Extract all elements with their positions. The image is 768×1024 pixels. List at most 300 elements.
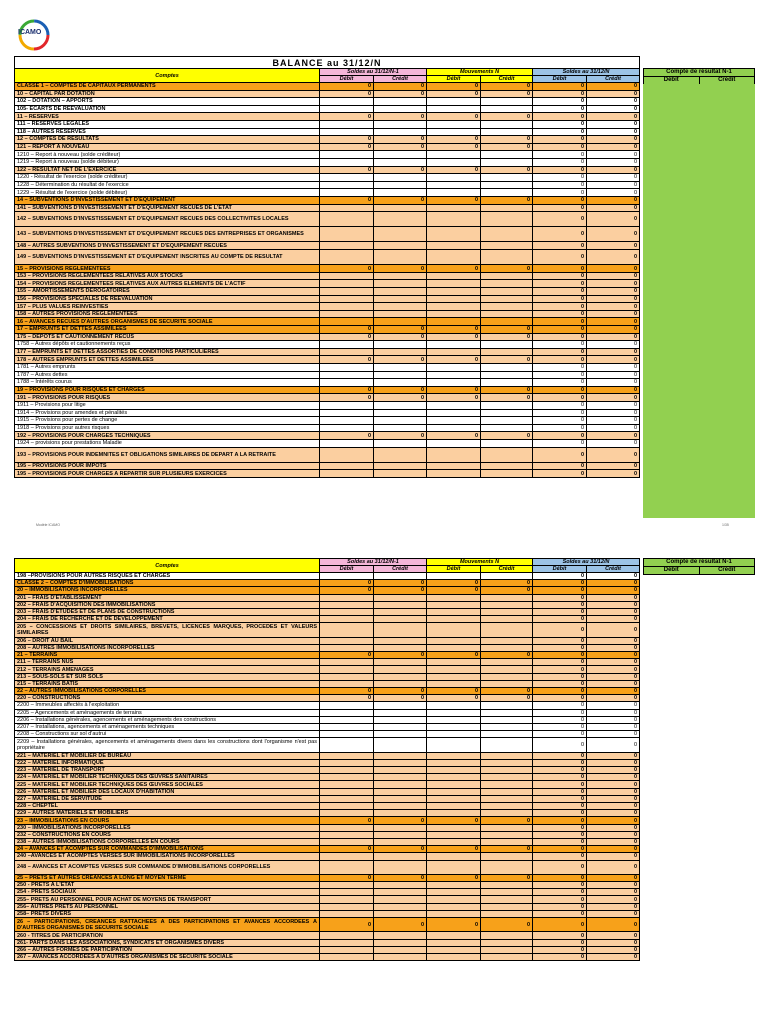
mouvements-credit-cell — [481, 379, 533, 387]
mouvements-credit-cell — [481, 181, 533, 189]
mouvements-credit-cell — [481, 946, 533, 953]
soldes-n1-credit-cell: 0 — [374, 90, 427, 98]
soldes-n1-debit-cell — [320, 702, 374, 709]
soldes-n1-credit-cell — [374, 803, 427, 810]
account-row — [15, 295, 640, 303]
account-label: 178 – AUTRES EMPRUNTS ET DETTES ASSIMILEES — [15, 356, 320, 364]
mouvements-credit-cell — [481, 204, 533, 212]
mouvements-debit-cell — [427, 250, 481, 265]
soldes-n-debit-cell: 0 — [533, 166, 587, 174]
mouvements-debit-cell — [427, 946, 481, 953]
soldes-n1-credit-cell — [374, 341, 427, 349]
account-label: 215 – TERRAINS BATIS — [15, 680, 320, 687]
soldes-n-credit-cell: 0 — [587, 946, 640, 953]
mouvements-credit-cell — [481, 788, 533, 795]
mouvements-debit-cell — [427, 470, 481, 478]
soldes-n-debit-cell: 0 — [533, 673, 587, 680]
account-label: 203 – FRAIS D'ETUDES ET DE PLANS DE CONSTRUCTIONS — [15, 608, 320, 615]
mouvements-debit-cell — [427, 738, 481, 752]
account-row — [15, 196, 640, 204]
soldes-n1-debit-cell — [320, 680, 374, 687]
soldes-n1-credit-cell — [374, 939, 427, 946]
mouvements-debit-cell: 0 — [427, 695, 481, 702]
account-label: 142 – SUBVENTIONS D'INVESTISSEMENT ET D'EQUIPEMENT RECUES DES COLLECTIVITES LOCALES — [15, 212, 320, 227]
soldes-n-debit-cell: 0 — [533, 932, 587, 939]
mouvements-credit-cell — [481, 616, 533, 623]
mouvements-credit-cell: 0 — [481, 356, 533, 364]
mouvements-credit-cell — [481, 831, 533, 838]
account-label: 256– AUTRES PRETS AU PERSONNEL — [15, 903, 320, 910]
account-label: 2205 – Agencements et aménagements de terrains — [15, 709, 320, 716]
soldes-n-credit-cell: 0 — [587, 242, 640, 250]
mouvements-debit-cell — [427, 98, 481, 106]
account-label: 255– PRETS AU PERSONNEL POUR ACHAT DE MOYENS DE TRANSPORT — [15, 896, 320, 903]
account-label: 2207 – Installations, agencements et aménagements techniques — [15, 723, 320, 730]
account-row — [15, 348, 640, 356]
mouvements-credit-cell — [481, 889, 533, 896]
account-row — [15, 432, 640, 440]
soldes-n1-debit-cell — [320, 795, 374, 802]
mouvements-credit-cell — [481, 348, 533, 356]
soldes-n-credit-cell: 0 — [587, 680, 640, 687]
mouvements-debit-cell — [427, 803, 481, 810]
soldes-n-debit-cell: 0 — [533, 601, 587, 608]
soldes-n-debit-cell: 0 — [533, 341, 587, 349]
soldes-n1-credit-cell: 0 — [374, 356, 427, 364]
mouvements-debit-cell — [427, 462, 481, 470]
soldes-n-debit-cell: 0 — [533, 189, 587, 197]
account-row — [15, 204, 640, 212]
soldes-n1-debit-cell: 0 — [320, 113, 374, 121]
soldes-n1-credit-cell — [374, 616, 427, 623]
soldes-n-debit-cell: 0 — [533, 212, 587, 227]
soldes-n1-debit-cell — [320, 910, 374, 917]
soldes-n1-debit-cell: 0 — [320, 333, 374, 341]
soldes-n-credit-cell: 0 — [587, 731, 640, 738]
mouvements-debit-cell: 0 — [427, 113, 481, 121]
account-label: 224 – MATERIEL ET MOBILIER TECHNIQUES DES ŒUVRES SANITAIRES — [15, 774, 320, 781]
mouvements-debit-cell — [427, 424, 481, 432]
mouvements-credit-cell — [481, 709, 533, 716]
account-row — [15, 212, 640, 227]
soldes-n-credit-cell: 0 — [587, 644, 640, 651]
soldes-n1-debit-cell — [320, 242, 374, 250]
soldes-n-debit-cell: 0 — [533, 616, 587, 623]
mouvements-credit-cell — [481, 158, 533, 166]
header-soldes-n: Soldes au 31/12/N — [533, 559, 640, 566]
soldes-n-debit-cell: 0 — [533, 462, 587, 470]
account-row — [15, 709, 640, 716]
soldes-n1-debit-cell: 0 — [320, 265, 374, 273]
account-row — [15, 695, 640, 702]
soldes-n1-credit-cell: 0 — [374, 846, 427, 853]
mouvements-debit-cell: 0 — [427, 688, 481, 695]
soldes-n1-credit-cell: 0 — [374, 143, 427, 151]
soldes-n1-credit-cell — [374, 702, 427, 709]
account-row — [15, 824, 640, 831]
soldes-n1-debit-cell — [320, 439, 374, 447]
soldes-n1-credit-cell — [374, 158, 427, 166]
soldes-n1-debit-cell — [320, 644, 374, 651]
header-debit: Débit — [427, 76, 481, 83]
mouvements-credit-cell — [481, 128, 533, 136]
account-row — [15, 439, 640, 447]
account-row — [15, 587, 640, 594]
soldes-n-debit-cell: 0 — [533, 128, 587, 136]
soldes-n-debit-cell: 0 — [533, 196, 587, 204]
soldes-n-credit-cell: 0 — [587, 303, 640, 311]
account-label: 155 – AMORTISSEMENTS DEROGATOIRES — [15, 288, 320, 296]
mouvements-debit-cell — [427, 409, 481, 417]
account-row — [15, 702, 640, 709]
soldes-n1-credit-cell — [374, 752, 427, 759]
soldes-n-debit-cell: 0 — [533, 242, 587, 250]
account-row — [15, 227, 640, 242]
soldes-n1-debit-cell: 0 — [320, 695, 374, 702]
soldes-n1-debit-cell — [320, 882, 374, 889]
mouvements-debit-cell — [427, 824, 481, 831]
mouvements-debit-cell — [427, 212, 481, 227]
mouvements-credit-cell — [481, 272, 533, 280]
soldes-n-credit-cell: 0 — [587, 151, 640, 159]
account-row — [15, 379, 640, 387]
account-row — [15, 644, 640, 651]
soldes-n-debit-cell: 0 — [533, 401, 587, 409]
mouvements-credit-cell — [481, 803, 533, 810]
soldes-n1-debit-cell — [320, 838, 374, 845]
account-label: 121 – REPORT A NOUVEAU — [15, 143, 320, 151]
mouvements-credit-cell — [481, 752, 533, 759]
mouvements-debit-cell — [427, 910, 481, 917]
soldes-n1-debit-cell: 0 — [320, 356, 374, 364]
soldes-n-credit-cell: 0 — [587, 356, 640, 364]
soldes-n-debit-cell: 0 — [533, 379, 587, 387]
soldes-n-debit-cell: 0 — [533, 227, 587, 242]
mouvements-debit-cell: 0 — [427, 90, 481, 98]
account-label: 118 – AUTRES RESERVES — [15, 128, 320, 136]
soldes-n-debit-cell: 0 — [533, 272, 587, 280]
account-label: 15 – PROVISIONS REGLEMENTEES — [15, 265, 320, 273]
header-debit: Débit — [320, 76, 374, 83]
account-label: 195 – PROVISIONS POUR CHARGES A REPARTIR SUR PLUSIEURS EXERCICES — [15, 470, 320, 478]
mouvements-credit-cell — [481, 860, 533, 874]
mouvements-credit-cell — [481, 594, 533, 601]
account-row — [15, 616, 640, 623]
account-label: 195 – PROVISIONS POUR IMPOTS — [15, 462, 320, 470]
soldes-n-credit-cell: 0 — [587, 824, 640, 831]
soldes-n1-debit-cell: 0 — [320, 918, 374, 932]
soldes-n1-debit-cell — [320, 774, 374, 781]
soldes-n-credit-cell: 0 — [587, 105, 640, 113]
account-label: 230 – IMMOBILISATIONS INCORPORELLES — [15, 824, 320, 831]
account-row — [15, 83, 640, 91]
soldes-n-debit-cell: 0 — [533, 470, 587, 478]
mouvements-credit-cell — [481, 644, 533, 651]
mouvements-credit-cell: 0 — [481, 580, 533, 587]
mouvements-credit-cell: 0 — [481, 113, 533, 121]
mouvements-debit-cell — [427, 644, 481, 651]
soldes-n-debit-cell: 0 — [533, 623, 587, 637]
account-row — [15, 853, 640, 860]
account-row — [15, 882, 640, 889]
soldes-n1-debit-cell — [320, 272, 374, 280]
icamo-logo — [14, 18, 54, 52]
soldes-n1-credit-cell — [374, 272, 427, 280]
account-label: 225 – MATERIEL ET MOBILIER TECHNIQUES DES ŒUVRES SOCIALES — [15, 781, 320, 788]
account-row — [15, 838, 640, 845]
soldes-n-debit-cell: 0 — [533, 181, 587, 189]
account-row — [15, 363, 640, 371]
mouvements-credit-cell: 0 — [481, 326, 533, 334]
account-row — [15, 189, 640, 197]
account-label: 1758 – Autres dépôts et cautionnements reçus — [15, 341, 320, 349]
soldes-n-credit-cell: 0 — [587, 932, 640, 939]
account-label: 192 – PROVISIONS POUR CHARGES TECHNIQUES — [15, 432, 320, 440]
soldes-n-debit-cell: 0 — [533, 204, 587, 212]
header-credit: Crédit — [481, 566, 533, 573]
account-row — [15, 128, 640, 136]
mouvements-credit-cell — [481, 151, 533, 159]
soldes-n-credit-cell: 0 — [587, 781, 640, 788]
soldes-n1-credit-cell — [374, 932, 427, 939]
footer-model: Modèle ICAMO — [36, 523, 60, 527]
soldes-n1-debit-cell — [320, 659, 374, 666]
account-label: 1210 – Report à nouveau (solde créditeur) — [15, 151, 320, 159]
soldes-n-credit-cell: 0 — [587, 196, 640, 204]
soldes-n1-debit-cell — [320, 752, 374, 759]
soldes-n-credit-cell: 0 — [587, 874, 640, 881]
soldes-n-debit-cell: 0 — [533, 752, 587, 759]
account-row — [15, 874, 640, 881]
soldes-n-debit-cell: 0 — [533, 143, 587, 151]
soldes-n1-debit-cell — [320, 810, 374, 817]
account-label: CLASSE 2 – COMPTES D'IMMOBILISATIONS — [15, 580, 320, 587]
soldes-n1-credit-cell — [374, 348, 427, 356]
soldes-n-debit-cell: 0 — [533, 120, 587, 128]
account-row — [15, 401, 640, 409]
account-row — [15, 903, 640, 910]
soldes-n-credit-cell: 0 — [587, 860, 640, 874]
soldes-n1-debit-cell: 0 — [320, 688, 374, 695]
mouvements-debit-cell: 0 — [427, 394, 481, 402]
soldes-n-debit-cell: 0 — [533, 83, 587, 91]
mouvements-debit-cell — [427, 573, 481, 580]
soldes-n1-credit-cell — [374, 860, 427, 874]
soldes-n-debit-cell: 0 — [533, 409, 587, 417]
soldes-n-credit-cell: 0 — [587, 637, 640, 644]
account-row — [15, 181, 640, 189]
soldes-n1-debit-cell — [320, 303, 374, 311]
soldes-n-debit-cell: 0 — [533, 280, 587, 288]
soldes-n1-debit-cell — [320, 280, 374, 288]
mouvements-credit-cell — [481, 666, 533, 673]
account-label: 1924 – provisions pour prestations Maladie — [15, 439, 320, 447]
soldes-n-credit-cell: 0 — [587, 470, 640, 478]
account-label: 261- PARTS DANS LES ASSOCIATIONS, SYNDICATS ET ORGANISMES DIVERS — [15, 939, 320, 946]
soldes-n1-credit-cell — [374, 946, 427, 953]
soldes-n-debit-cell: 0 — [533, 326, 587, 334]
soldes-n-credit-cell: 0 — [587, 98, 640, 106]
account-label: 154 – PROVISIONS REGLEMENTEES RELATIVES AUX AUTRES ELEMENTS DE L'ACTIF — [15, 280, 320, 288]
soldes-n1-debit-cell — [320, 379, 374, 387]
mouvements-credit-cell — [481, 731, 533, 738]
soldes-n-credit-cell: 0 — [587, 716, 640, 723]
soldes-n1-credit-cell — [374, 363, 427, 371]
mouvements-debit-cell — [427, 616, 481, 623]
account-label: 177 – EMPRUNTS ET DETTES ASSORTIES DE CONDITIONS PARTICULIERES — [15, 348, 320, 356]
mouvements-credit-cell — [481, 810, 533, 817]
mouvements-debit-cell — [427, 659, 481, 666]
mouvements-debit-cell — [427, 363, 481, 371]
mouvements-credit-cell — [481, 417, 533, 425]
soldes-n1-debit-cell — [320, 151, 374, 159]
mouvements-debit-cell — [427, 709, 481, 716]
soldes-n1-credit-cell: 0 — [374, 113, 427, 121]
mouvements-debit-cell — [427, 716, 481, 723]
account-row — [15, 774, 640, 781]
soldes-n-credit-cell: 0 — [587, 394, 640, 402]
mouvements-debit-cell — [427, 752, 481, 759]
soldes-n1-credit-cell — [374, 295, 427, 303]
account-label: 248 – AVANCES ET ACOMPTES VERSES SUR COMMANDE D'IMMOBILISATIONS CORPORELLES — [15, 860, 320, 874]
soldes-n-credit-cell: 0 — [587, 702, 640, 709]
soldes-n1-credit-cell: 0 — [374, 326, 427, 334]
soldes-n1-debit-cell — [320, 295, 374, 303]
soldes-n-credit-cell: 0 — [587, 143, 640, 151]
mouvements-credit-cell — [481, 424, 533, 432]
soldes-n1-debit-cell — [320, 288, 374, 296]
mouvements-debit-cell — [427, 318, 481, 326]
soldes-n-debit-cell: 0 — [533, 680, 587, 687]
soldes-n1-credit-cell — [374, 644, 427, 651]
mouvements-debit-cell — [427, 767, 481, 774]
resultat-table-page-1 — [643, 68, 755, 85]
account-row — [15, 803, 640, 810]
soldes-n1-credit-cell: 0 — [374, 83, 427, 91]
soldes-n1-credit-cell — [374, 242, 427, 250]
header-comptes: Comptes — [15, 69, 320, 83]
soldes-n-credit-cell: 0 — [587, 939, 640, 946]
mouvements-credit-cell: 0 — [481, 90, 533, 98]
account-label: 16 – AVANCES RECUES D'AUTRES ORGANISMES DE SECURITE SOCIALE — [15, 318, 320, 326]
mouvements-debit-cell — [427, 838, 481, 845]
soldes-n-credit-cell: 0 — [587, 759, 640, 766]
soldes-n-debit-cell: 0 — [533, 394, 587, 402]
mouvements-debit-cell — [427, 303, 481, 311]
soldes-n-credit-cell: 0 — [587, 954, 640, 961]
soldes-n1-debit-cell: 0 — [320, 874, 374, 881]
soldes-n1-debit-cell — [320, 341, 374, 349]
soldes-n1-debit-cell: 0 — [320, 386, 374, 394]
account-label: 212 – TERRAINS AMENAGES — [15, 666, 320, 673]
mouvements-credit-cell: 0 — [481, 143, 533, 151]
account-label: 24 – AVANCES ET ACOMPTES SUR COMMANDES D'IMMOBILISATIONS — [15, 846, 320, 853]
resultat-column-page-1 — [643, 84, 755, 518]
soldes-n1-credit-cell — [374, 174, 427, 182]
soldes-n1-debit-cell — [320, 409, 374, 417]
mouvements-debit-cell: 0 — [427, 918, 481, 932]
account-label: 238 – AUTRES IMMOBILISATIONS CORPORELLES EN COURS — [15, 838, 320, 845]
soldes-n-debit-cell: 0 — [533, 439, 587, 447]
account-label: 122 – RESULTAT NET DE L'EXERCICE — [15, 166, 320, 174]
mouvements-debit-cell — [427, 896, 481, 903]
soldes-n1-credit-cell — [374, 439, 427, 447]
mouvements-debit-cell — [427, 680, 481, 687]
mouvements-credit-cell — [481, 702, 533, 709]
account-label: 157 – PLUS VALUES REINVESTIES — [15, 303, 320, 311]
soldes-n-credit-cell: 0 — [587, 659, 640, 666]
balance-title: BALANCE au 31/12/N — [14, 56, 640, 69]
soldes-n-debit-cell: 0 — [533, 136, 587, 144]
soldes-n-credit-cell: 0 — [587, 288, 640, 296]
soldes-n1-debit-cell — [320, 788, 374, 795]
soldes-n1-credit-cell: 0 — [374, 874, 427, 881]
mouvements-debit-cell — [427, 623, 481, 637]
soldes-n-debit-cell: 0 — [533, 608, 587, 615]
soldes-n-debit-cell: 0 — [533, 666, 587, 673]
soldes-n-debit-cell: 0 — [533, 889, 587, 896]
mouvements-credit-cell — [481, 462, 533, 470]
soldes-n-credit-cell: 0 — [587, 462, 640, 470]
soldes-n1-credit-cell — [374, 896, 427, 903]
mouvements-credit-cell — [481, 673, 533, 680]
soldes-n1-credit-cell: 0 — [374, 695, 427, 702]
account-row — [15, 810, 640, 817]
soldes-n1-credit-cell: 0 — [374, 136, 427, 144]
soldes-n-debit-cell: 0 — [533, 903, 587, 910]
mouvements-credit-cell — [481, 573, 533, 580]
mouvements-debit-cell — [427, 594, 481, 601]
soldes-n-credit-cell: 0 — [587, 113, 640, 121]
account-row — [15, 573, 640, 580]
soldes-n-credit-cell: 0 — [587, 608, 640, 615]
account-row — [15, 716, 640, 723]
soldes-n-credit-cell: 0 — [587, 616, 640, 623]
account-row — [15, 447, 640, 462]
soldes-n1-credit-cell: 0 — [374, 333, 427, 341]
mouvements-debit-cell: 0 — [427, 846, 481, 853]
header-credit: Crédit — [699, 77, 755, 85]
soldes-n-debit-cell: 0 — [533, 882, 587, 889]
mouvements-credit-cell — [481, 659, 533, 666]
soldes-n1-credit-cell: 0 — [374, 394, 427, 402]
mouvements-debit-cell — [427, 795, 481, 802]
account-label: 21 – TERRAINS — [15, 652, 320, 659]
header-resultat: Compte de résultat N-1 — [644, 69, 755, 77]
mouvements-debit-cell — [427, 280, 481, 288]
soldes-n1-debit-cell: 0 — [320, 83, 374, 91]
soldes-n-credit-cell: 0 — [587, 903, 640, 910]
mouvements-credit-cell — [481, 723, 533, 730]
mouvements-credit-cell: 0 — [481, 695, 533, 702]
mouvements-debit-cell — [427, 295, 481, 303]
account-label: 206 – DROIT AU BAIL — [15, 637, 320, 644]
soldes-n-credit-cell: 0 — [587, 889, 640, 896]
soldes-n-credit-cell: 0 — [587, 673, 640, 680]
account-label: 198 –PROVISIONS POUR AUTRES RISQUES ET CHARGES — [15, 573, 320, 580]
account-label: 232 – CONSTRUCTIONS EN COURS — [15, 831, 320, 838]
soldes-n-debit-cell: 0 — [533, 824, 587, 831]
soldes-n1-debit-cell: 0 — [320, 143, 374, 151]
soldes-n-debit-cell: 0 — [533, 151, 587, 159]
header-credit: Crédit — [374, 76, 427, 83]
soldes-n-debit-cell: 0 — [533, 723, 587, 730]
soldes-n-credit-cell: 0 — [587, 83, 640, 91]
soldes-n-credit-cell: 0 — [587, 295, 640, 303]
soldes-n-debit-cell: 0 — [533, 348, 587, 356]
account-label: 26 – PARTICIPATIONS, CREANCES RATTACHEES A DES PARTICIPATIONS ET AVANCES ACCORDEES A D'AUTRES ORGANISMES DE SECURITE SOCIALE — [15, 918, 320, 932]
soldes-n1-debit-cell: 0 — [320, 846, 374, 853]
